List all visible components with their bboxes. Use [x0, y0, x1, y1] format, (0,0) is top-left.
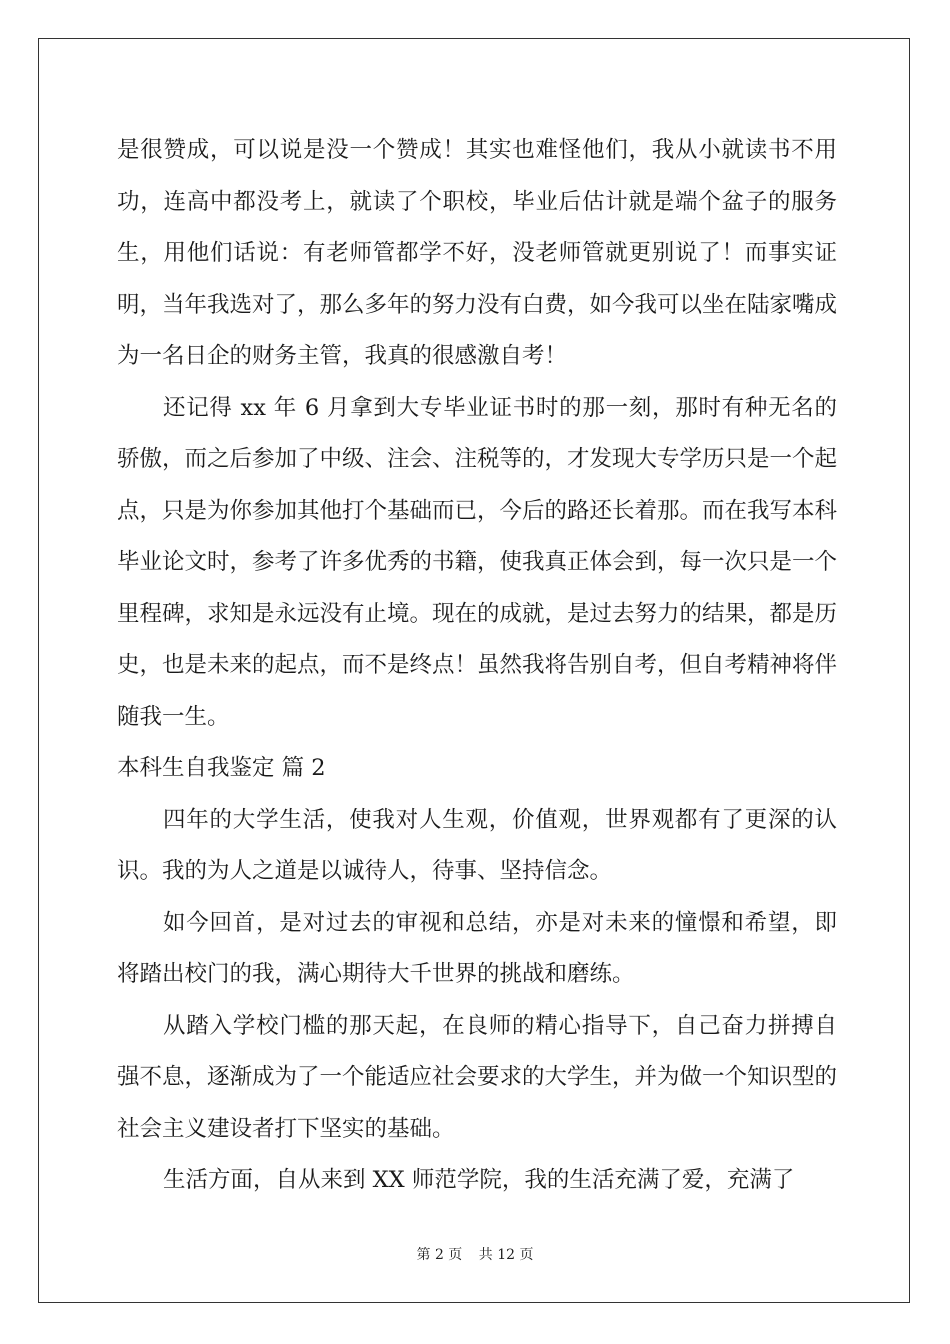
paragraph-5: 从踏入学校门槛的那天起，在良师的精心指导下，自己奋力拼搏自强不息，逐渐成为了一个能适应社会要求的大学生，并为做一个知识型的社会主义建设者打下坚实的基础。: [117, 1012, 838, 1142]
page-footer: [0, 1244, 950, 1264]
paragraph-4: 如今回首，是对过去的审视和总结，亦是对未来的憧憬和希望，即将踏出校门的我，满心期待大千世界的挑战和磨练。: [117, 909, 837, 987]
paragraph-3: 四年的大学生活，使我对人生观，价值观，世界观都有了更深的认识。我的为人之道是以诚待人，待事、坚持信念。: [117, 806, 837, 884]
paragraph-1: 是很赞成，可以说是没一个赞成！其实也难怪他们，我从小就读书不用功，连高中都没考上，就读了个职校，毕业后估计就是端个盆子的服务生，用他们话说：有老师管都学不好，没老师管就更别说了！而事实证明，当年我选对了，那么多年的努力没有白费，如今我可以坐在陆家嘴成为一名日企的财务主管，我真的很感激自考！: [117, 137, 838, 369]
paragraph-6: 生活方面，自从来到 XX 师范学院，我的生活充满了爱，充满了: [163, 1167, 795, 1193]
page-total: 共 12 页: [478, 1247, 534, 1263]
paragraph-2: 还记得 xx 年 6 月拿到大专毕业证书时的那一刻，那时有种无名的骄傲，而之后参加了中级、注会、注税等的，才发现大专学历只是一个起点，只是为你参加其他打个基础而已，今后的路还长着那。而在我写本科毕业论文时，参考了许多优秀的书籍，使我真正体会到，每一次只是一个里程碑，求知是永远没有止境。现在的成就，是过去努力的结果，都是历史，也是未来的起点，而不是终点！虽然我将告别自考，但自考精神将伴随我一生。: [117, 394, 838, 730]
page-number: 第 2 页: [416, 1247, 463, 1263]
document-body: [117, 125, 837, 1207]
section-heading: 本科生自我鉴定 篇 2: [117, 755, 326, 781]
